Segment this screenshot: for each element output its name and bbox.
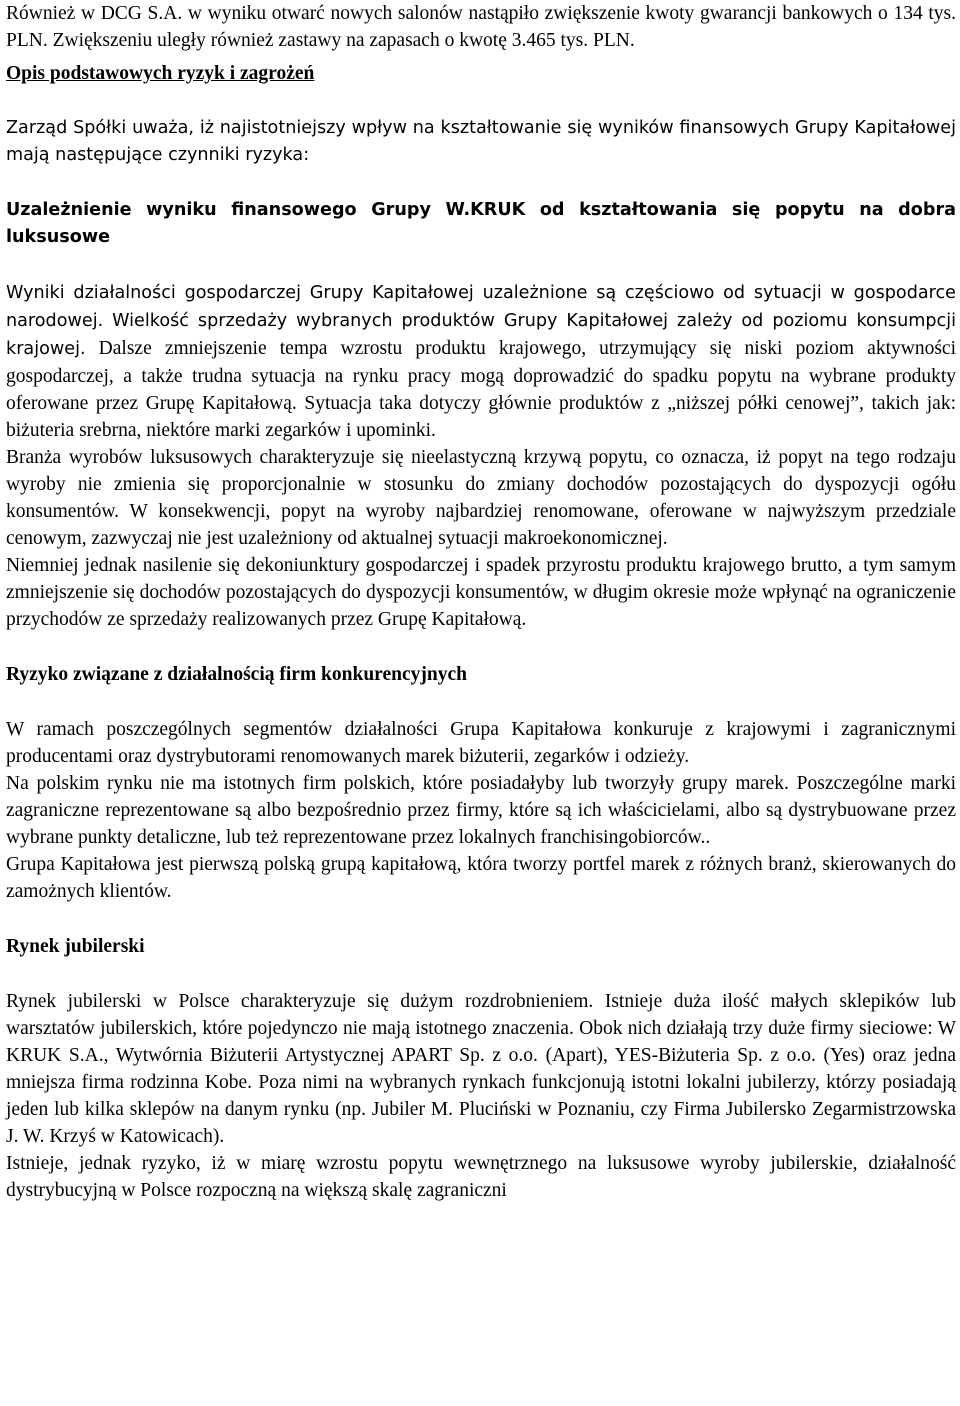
demand-paragraph-1 <box>6 279 956 444</box>
heading-jewelry-market: Rynek jubilerski <box>6 936 145 957</box>
heading-demand-dependency: Uzależnienie wyniku finansowego Grupy W.KRUK od kształtowania się popytu na dobra luksusowe <box>6 200 956 247</box>
demand-paragraph-2: Branża wyrobów luksusowych charakteryzuje się nieelastyczną krzywą popytu, co oznacza, iż popyt na tego rodzaju wyroby nie zmienia się proporcjonalnie w stosunku do zmiany dochodów pozostających do dyspozycji ogółu konsumentów. W konsekwencji, popyt na wyroby najbardziej renomowane, oferowane w najwyższym przedziale cenowym, zazwyczaj nie jest uzależniony od aktualnej sytuacji makroekonomicznej. <box>6 447 956 549</box>
heading-competition: Ryzyko związane z działalnością firm konkurencyjnych <box>6 664 467 685</box>
heading-risks: Opis podstawowych ryzyk i zagrożeń <box>6 63 315 84</box>
jewelry-paragraph-2: Istnieje, jednak ryzyko, iż w miarę wzrostu popytu wewnętrznego na luksusowe wyroby jubilerskie, działalność dystrybucyjną w Polsce rozpoczną na większą skalę zagraniczni <box>6 1153 956 1201</box>
competition-paragraph-3: Grupa Kapitałowa jest pierwszą polską grupą kapitałową, która tworzy portfel marek z różnych branż, skierowanych do zamożnych klientów. <box>6 854 956 902</box>
competition-paragraph-1: W ramach poszczególnych segmentów działalności Grupa Kapitałowa konkuruje z krajowymi i zagranicznymi producentami oraz dystrybutorami renomowanych marek biżuterii, zegarków i odzieży. <box>6 719 956 767</box>
demand-paragraph-3: Niemniej jednak nasilenie się dekoniunktury gospodarczej i spadek przyrostu produktu krajowego brutto, a tym samym zmniejszenie się dochodów pozostających do dyspozycji konsumentów, w długim okresie może wpłynąć na ograniczenie przychodów ze sprzedaży realizowanych przez Grupę Kapitałową. <box>6 555 956 630</box>
risks-lead-paragraph: Zarząd Spółki uważa, iż najistotniejszy wpływ na kształtowanie się wyników finansowych Grupy Kapitałowej mają następujące czynniki ryzyka: <box>6 118 956 165</box>
demand-paragraph-1-sans: Wyniki działalności gospodarczej Grupy Kapitałowej uzależnione są częściowo od sytuacji w gospodarce narodowej. Wielkość sprzedaży wybranych produktów Grupy Kapitałowej zależy od poziomu konsumpcji krajowej. <box>6 283 956 359</box>
document-page <box>6 0 956 1204</box>
demand-paragraph-1-serif: Dalsze zmniejszenie tempa wzrostu produktu krajowego, utrzymujący się niski poziom aktywności gospodarczej, a także trudna sytuacja na rynku pracy mogą doprowadzić do spadku popytu na wybrane produkty oferowane przez Grupę Kapitałową. Sytuacja taka dotyczy głównie produktów z „niższej półki cenowej”, takich jak: biżuteria srebrna, niektóre marki zegarków i upominki. <box>6 338 956 441</box>
intro-paragraph: Również w DCG S.A. w wyniku otwarć nowych salonów nastąpiło zwiększenie kwoty gwarancji bankowych o 134 tys. PLN. Zwiększeniu uległy również zastawy na zapasach o kwotę 3.465 tys. PLN. <box>6 3 956 51</box>
competition-paragraph-2: Na polskim rynku nie ma istotnych firm polskich, które posiadałyby lub tworzyły grupy marek. Poszczególne marki zagraniczne reprezentowane są albo bezpośrednio przez firmy, które są ich właścicielami, albo są dystrybuowane przez wybrane punkty detaliczne, lub też reprezentowane przez lokalnych franchisingobiorców.. <box>6 773 956 848</box>
jewelry-paragraph-1: Rynek jubilerski w Polsce charakteryzuje się dużym rozdrobnieniem. Istnieje duża ilość małych sklepików lub warsztatów jubilerskich, które pojedynczo nie mają istotnego znaczenia. Obok nich działają trzy duże firmy sieciowe: W KRUK S.A., Wytwórnia Biżuterii Artystycznej APART Sp. z o.o. (Apart), YES-Biżuteria Sp. z o.o. (Yes) oraz jedna mniejsza firma rodzinna Kobe. Poza nimi na wybranych rynkach funkcjonują istotni lokalni jubilerzy, którzy posiadają jeden lub kilka sklepów na danym rynku (np. Jubiler M. Pluciński w Poznaniu, czy Firma Jubilersko Zegarmistrzowska J. W. Krzyś w Katowicach). <box>6 991 956 1147</box>
